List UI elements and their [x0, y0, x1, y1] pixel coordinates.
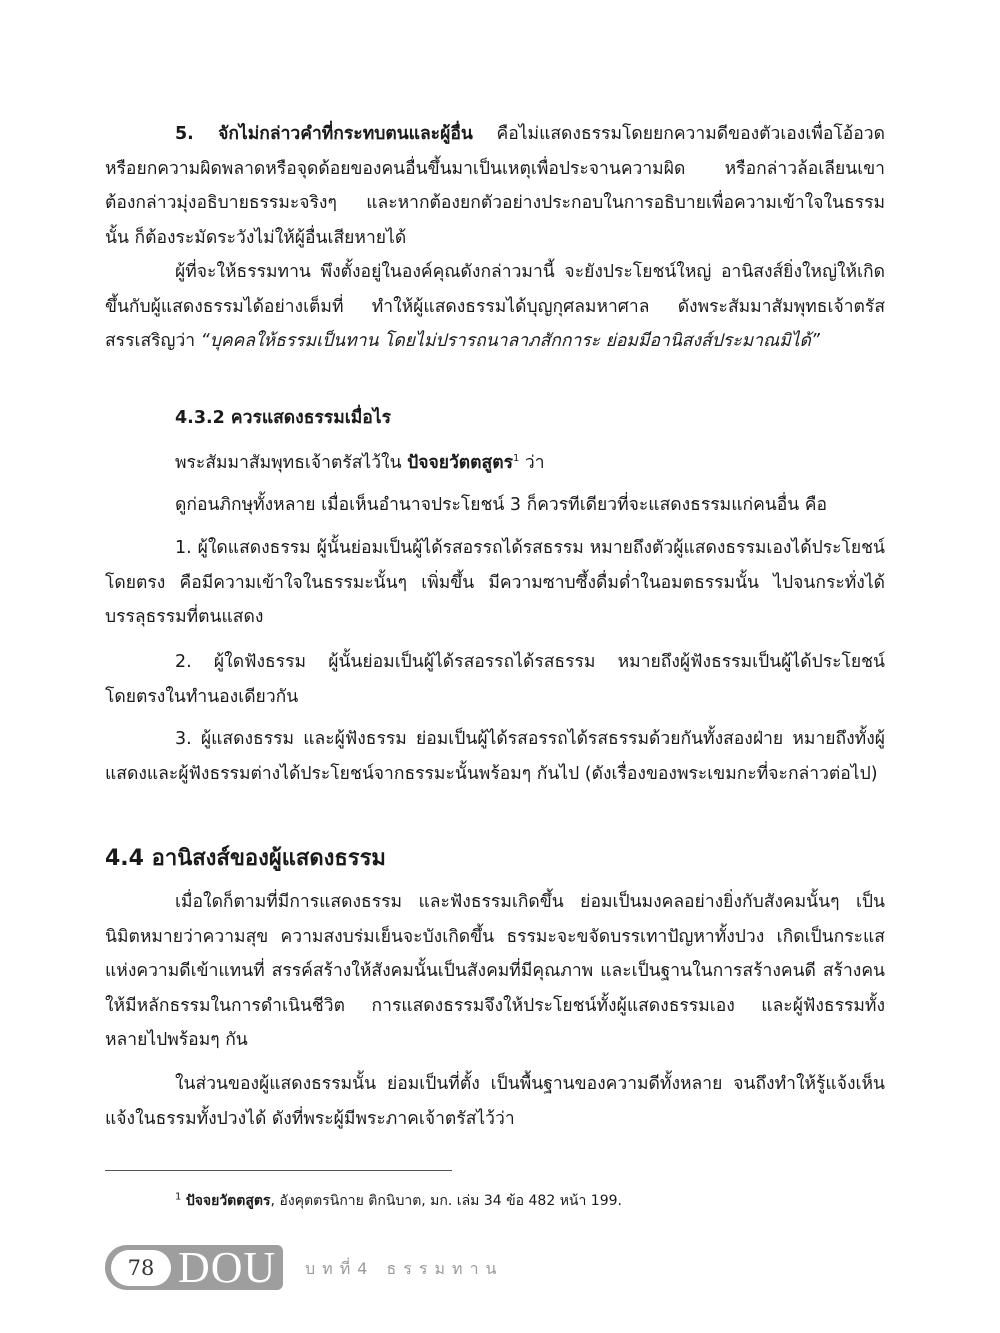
footnote-sutta-name: ปัจจยวัตตสูตร — [185, 1193, 271, 1209]
buddha-quote: “บุคคลให้ธรรมเป็นทาน โดยไม่ปรารถนาลาภสักการะ ย่อมมีอานิสงส์ประมาณมิได้” — [200, 331, 820, 351]
item-5-text: คือไม่แสดงธรรมโดยยกความดีของตัวเองเพื่อโอ้อวด หรือยกความผิดพลาดหรือจุดด้อยของคนอื่นขึ้นมาเป็นเหตุเพื่อประจานความผิด หรือกล่าวล้อเลียนเขา ต้องกล่าวมุ่งอธิบายธรรมะจริงๆ และหากต้องยกตัวอย่างประกอบในการอธิบายเพื่อความเข้าใจในธรรมนั้น ก็ต้องระมัดระวังไม่ให้ผู้อื่นเสียหายได้ — [105, 124, 885, 248]
footnote-number: 1 — [175, 1191, 182, 1203]
sutta-name: ปัจจยวัตตสูตร — [407, 453, 513, 473]
item-5-paragraph — [105, 117, 885, 255]
intro-line: ดูก่อนภิกษุทั้งหลาย เมื่อเห็นอำนาจประโยชน์ 3 ก็ควรทีเดียวที่จะแสดงธรรมแก่คนอื่น คือ — [175, 495, 827, 515]
chapter-title: บทที่4 ธรรมทาน — [305, 1259, 504, 1278]
section-4-4-paragraph-1: เมื่อใดก็ตามที่มีการแสดงธรรม และฟังธรรมเกิดขึ้น ย่อมเป็นมงคลอย่างยิ่งกับสังคมนั้นๆ เป็นนิมิตหมายว่าความสุข ความสงบร่มเย็นจะบังเกิดขึ้น ธรรมะจะขจัดบรรเทาปัญหาทั้งปวง เกิดเป็นกระแสแห่งความดีเข้าแทนที่ สรรค์สร้างให้สังคมนั้นเป็นสังคมที่มีคุณภาพ และเป็นฐานในการสร้างคนดี สร้างคนให้มีหลักธรรมในการดำเนินชีวิต การแสดงธรรมจึงให้ประโยชน์ทั้งผู้แสดงธรรมเอง และผู้ฟังธรรมทั้งหลายไปพร้อมๆ กัน — [105, 892, 885, 1050]
benefit-item-3: 3. ผู้แสดงธรรม และผู้ฟังธรรม ย่อมเป็นผู้ได้รสอรรถได้รสธรรมด้วยกันทั้งสองฝ่าย หมายถึงทั้งผู้แสดงและผู้ฟังธรรมต่างได้ประโยชน์จากธรรมะนั้นพร้อมๆ กันไป (ดังเรื่องของพระเขมกะที่จะกล่าวต่อไป) — [105, 729, 885, 784]
item-5-heading: 5. จักไม่กล่าวคำที่กระทบตนและผู้อื่น — [175, 124, 473, 144]
footnote-text: , อังคุตตรนิกาย ติกนิบาต, มก. เล่ม 34 ข้อ 482 หน้า 199. — [270, 1193, 622, 1209]
sutta-reference-line — [175, 448, 545, 476]
section-4-4-paragraph-2: ในส่วนของผู้แสดงธรรมนั้น ย่อมเป็นที่ตั้ง เป็นพื้นฐานของความดีทั้งหลาย จนถึงทำให้รู้แจ้งเห็นแจ้งในธรรมทั้งปวงได้ ดังที่พระผู้มีพระภาคเจ้าตรัสไว้ว่า — [105, 1074, 885, 1129]
section-4-4-title: 4.4 อานิสงส์ของผู้แสดงธรรม — [105, 846, 386, 871]
footnote-ref[interactable]: 1 — [512, 453, 520, 465]
sutta-line-before: พระสัมมาสัมพุทธเจ้าตรัสไว้ใน — [175, 453, 408, 473]
dou-logo: DOU — [178, 1243, 277, 1292]
giver-paragraph — [105, 255, 885, 359]
section-4-3-2-title: 4.3.2 ควรแสดงธรรมเมื่อไร — [175, 408, 391, 428]
footnote-divider — [105, 1170, 452, 1171]
page-number: 78 — [111, 1250, 171, 1286]
giver-text: ผู้ที่จะให้ธรรมทาน พึงตั้งอยู่ในองค์คุณดังกล่าวมานี้ จะยังประโยชน์ใหญ่ อานิสงส์ยิ่งใหญ่ให้เกิดขึ้นกับผู้แสดงธรรมได้อย่างเต็มที่ ทำให้ผู้แสดงธรรมได้บุญกุศลมหาศาล ดังพระสัมมาสัมพุทธเจ้าตรัสสรรเสริญว่า — [105, 262, 885, 351]
footnote — [175, 1190, 622, 1212]
benefit-item-2: 2. ผู้ใดฟังธรรม ผู้นั้นย่อมเป็นผู้ได้รสอรรถได้รสธรรม หมายถึงผู้ฟังธรรมเป็นผู้ได้ประโยชน์โดยตรงในทำนองเดียวกัน — [105, 652, 885, 707]
benefit-item-1: 1. ผู้ใดแสดงธรรม ผู้นั้นย่อมเป็นผู้ได้รสอรรถได้รสธรรม หมายถึงตัวผู้แสดงธรรมเองได้ประโยชน์โดยตรง คือมีความเข้าใจในธรรมะนั้นๆ เพิ่มขึ้น มีความซาบซึ้งดื่มด่ำในอมตธรรมนั้น ไปจนกระทั่งได้บรรลุธรรมที่ตนแสดง — [105, 538, 885, 627]
sutta-line-after: ว่า — [519, 453, 545, 473]
